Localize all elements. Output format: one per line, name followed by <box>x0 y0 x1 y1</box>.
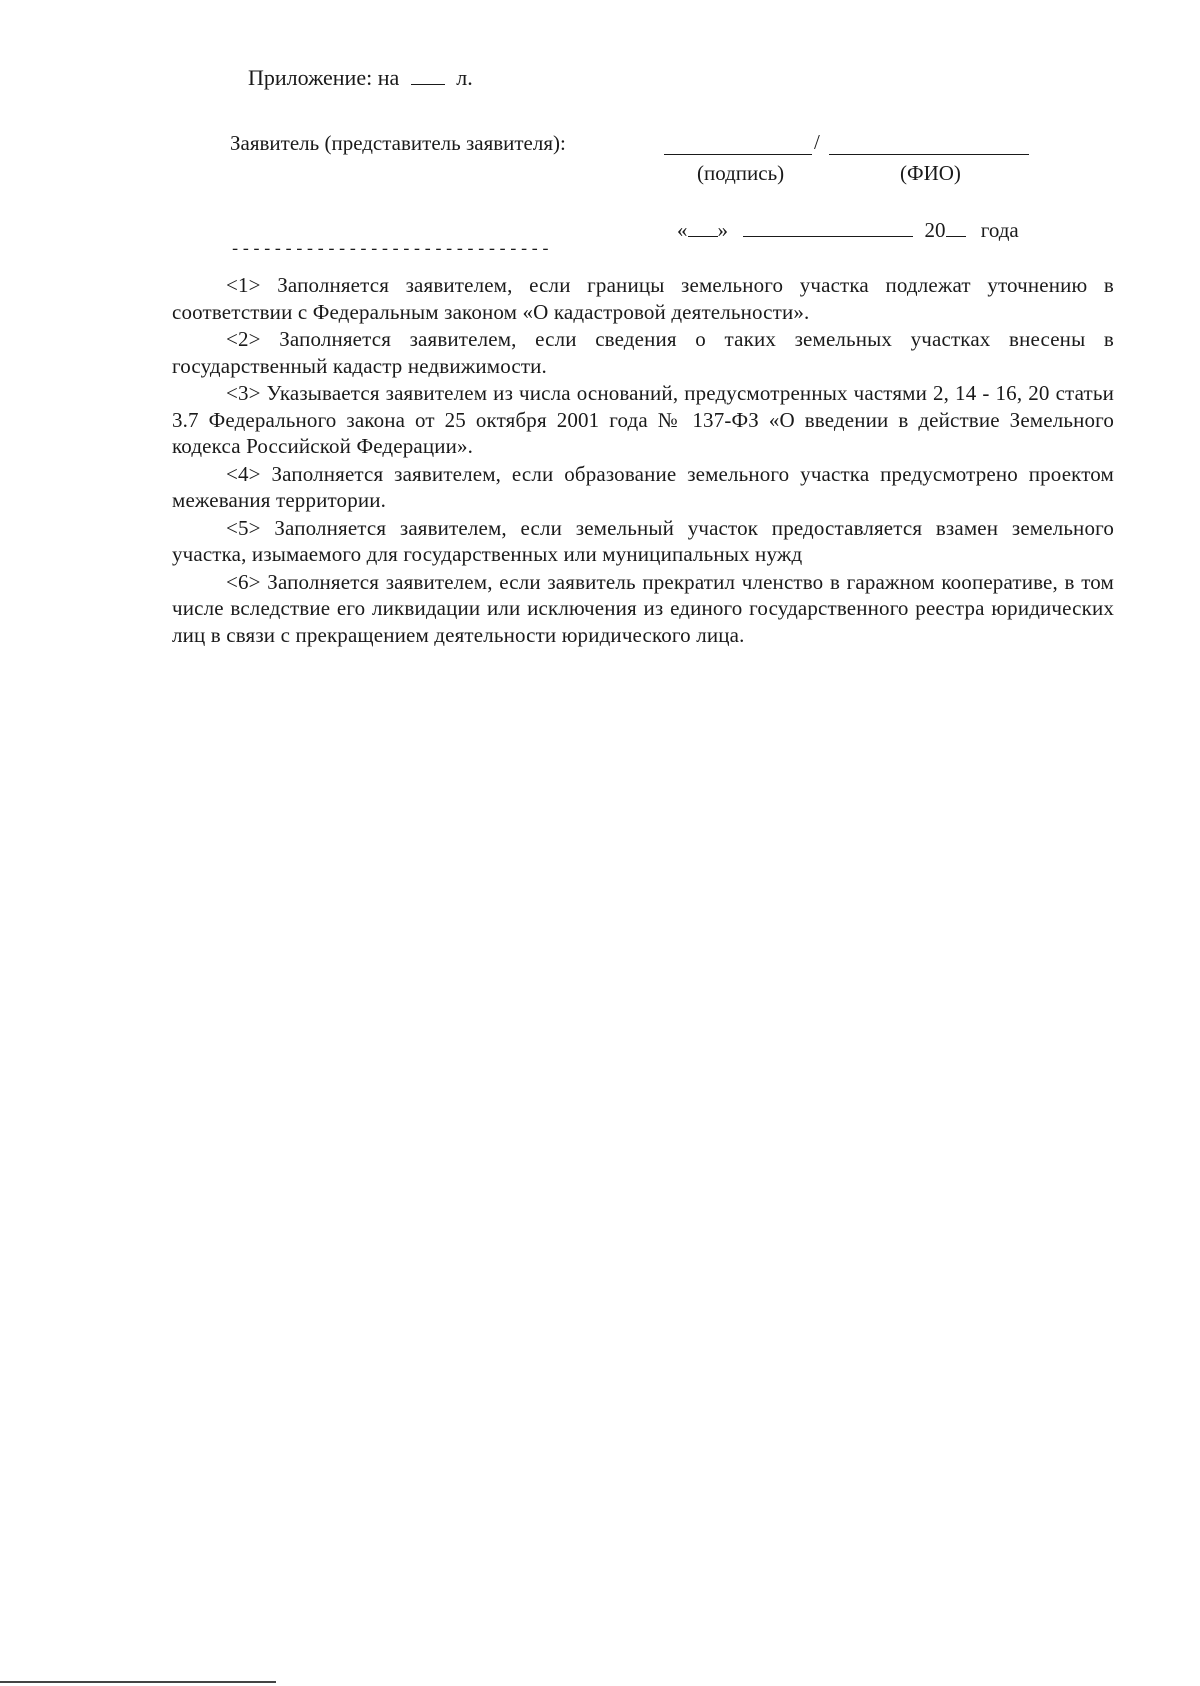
year-prefix: 20 <box>924 218 946 242</box>
date-open-quote: « <box>677 218 688 242</box>
date-close-quote: » <box>717 218 728 242</box>
applicant-label: Заявитель (представитель заявителя): <box>230 131 566 155</box>
fio-caption: (ФИО) <box>900 161 961 185</box>
footnotes-block <box>172 272 1114 649</box>
attachment-label: Приложение: на <box>248 65 400 90</box>
signature-slash: / <box>814 130 820 154</box>
year-blank <box>946 216 966 237</box>
signature-blank <box>664 130 812 155</box>
signature-fio-line <box>664 130 1036 156</box>
attachment-pages-blank <box>411 64 445 85</box>
attachment-line <box>248 64 473 91</box>
scan-edge-mark <box>0 1681 276 1683</box>
footnote-4: <4> Заполняется заявителем, если образование земельного участка предусмотрено проектом межевания территории. <box>172 461 1114 512</box>
footnote-3: <3> Указывается заявителем из числа оснований, предусмотренных частями 2, 14 - 16, 20 статьи 3.7 Федерального закона от 25 октября 2001 года № 137-ФЗ «О введении в действие Земельного кодекса Российской Федерации». <box>172 381 1114 458</box>
signature-caption: (подпись) <box>697 161 785 185</box>
year-word: года <box>980 218 1019 242</box>
footnote-2: <2> Заполняется заявителем, если сведения о таких земельных участках внесены в государственный кадастр недвижимости. <box>172 327 1114 378</box>
day-blank <box>688 216 718 237</box>
attachment-unit: л. <box>456 65 473 90</box>
footnote-1: <1> Заполняется заявителем, если границы земельного участка подлежат уточнению в соответствии с Федеральным законом «О кадастровой деятельности». <box>172 273 1114 324</box>
date-line <box>677 216 1019 243</box>
footnote-separator: ------------------------------ <box>230 241 552 260</box>
footnote-6: <6> Заполняется заявителем, если заявитель прекратил членство в гаражном кооперативе, в том числе вследствие его ликвидации или исключения из единого государственного реестра юридических лиц в связи с прекращением деятельности юридического лица. <box>172 569 1114 647</box>
month-blank <box>743 216 913 237</box>
footnote-5: <5> Заполняется заявителем, если земельный участок предоставляется взамен земельного участка, изымаемого для государственных или муниципальных нужд <box>172 515 1114 566</box>
fio-blank <box>829 130 1029 155</box>
